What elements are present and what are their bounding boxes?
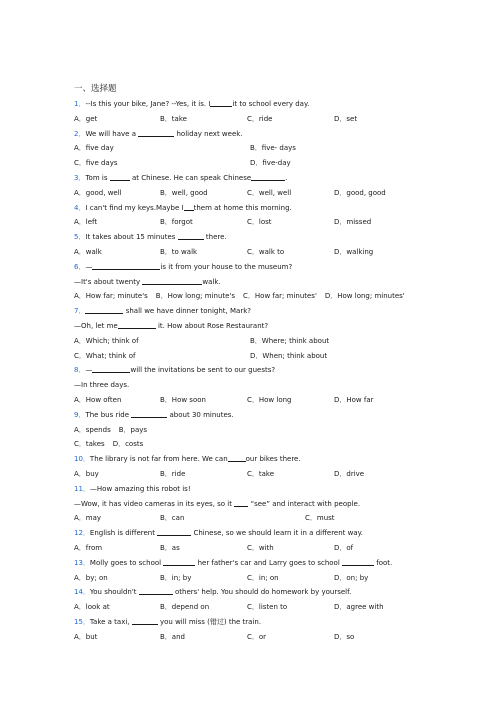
option-c[interactable]: C．walk to bbox=[247, 247, 285, 256]
question-text: . bbox=[285, 173, 288, 182]
question-5 bbox=[74, 230, 434, 245]
option-b[interactable]: B．in; by bbox=[160, 573, 192, 582]
question-text: walk. bbox=[202, 277, 221, 286]
option-a[interactable]: A．but bbox=[74, 632, 98, 641]
options-row bbox=[74, 467, 434, 482]
option-b[interactable]: B．to walk bbox=[160, 247, 198, 256]
question-text: shall we have dinner tonight, Mark? bbox=[125, 307, 251, 316]
options-row bbox=[74, 215, 434, 230]
question-number: 2． bbox=[74, 129, 86, 138]
question-text: others' help. You should do homework by yourself. bbox=[174, 588, 352, 597]
question-number: 15． bbox=[74, 617, 90, 626]
option-d[interactable]: D．walking bbox=[334, 247, 374, 256]
answer-blank bbox=[138, 128, 174, 137]
question-6 bbox=[74, 260, 434, 275]
option-c[interactable]: C．in; on bbox=[247, 573, 279, 582]
option-d[interactable]: D．so bbox=[334, 632, 355, 641]
question-number: 12． bbox=[74, 529, 90, 538]
option-d[interactable]: D．When; think about bbox=[250, 351, 328, 360]
options-row bbox=[74, 437, 434, 452]
question-text: you will miss (错过) the train. bbox=[160, 617, 262, 626]
option-a[interactable]: A．spends bbox=[74, 425, 111, 434]
options-row bbox=[74, 349, 434, 364]
question-text: her father's car and Larry goes to school bbox=[197, 558, 340, 567]
option-c[interactable]: C．How far; minutes' bbox=[243, 292, 317, 301]
question-3 bbox=[74, 171, 434, 186]
option-a[interactable]: A．Which; think of bbox=[74, 336, 139, 345]
option-c[interactable]: C．take bbox=[247, 469, 275, 478]
option-b[interactable]: B．five- days bbox=[250, 144, 296, 153]
question-7-answer-line bbox=[74, 319, 434, 334]
question-10 bbox=[74, 452, 434, 467]
answer-blank bbox=[184, 202, 194, 211]
option-b[interactable]: B．pays bbox=[118, 425, 148, 434]
question-text: You shouldn't bbox=[89, 588, 137, 597]
options-row bbox=[74, 289, 434, 304]
question-11 bbox=[74, 482, 434, 497]
options-row bbox=[74, 141, 434, 156]
question-text: Take a taxi, bbox=[89, 617, 130, 626]
options-row bbox=[74, 571, 434, 586]
option-a[interactable]: A．from bbox=[74, 543, 103, 552]
question-6-answer-line bbox=[74, 275, 434, 290]
options-row bbox=[74, 393, 434, 408]
question-text: “see” and interact with people. bbox=[250, 499, 361, 508]
question-text: —Oh, let me bbox=[74, 321, 118, 330]
question-number: 1． bbox=[74, 100, 86, 108]
option-d[interactable]: D．on; by bbox=[334, 573, 369, 582]
option-b[interactable]: B．How soon bbox=[160, 395, 206, 404]
question-number: 11． bbox=[74, 484, 90, 493]
option-d[interactable]: D．five-day bbox=[250, 159, 291, 168]
option-b[interactable]: B．well, good bbox=[160, 188, 208, 197]
options-row bbox=[74, 541, 434, 556]
option-b[interactable]: B．ride bbox=[160, 469, 186, 478]
answer-blank bbox=[132, 616, 158, 625]
option-a[interactable]: A．five day bbox=[74, 144, 114, 153]
option-c[interactable]: C．lost bbox=[247, 218, 272, 227]
option-a[interactable]: A．look at bbox=[74, 603, 110, 612]
option-b[interactable]: B．and bbox=[160, 632, 185, 641]
option-a[interactable]: A．get bbox=[74, 114, 98, 123]
option-d[interactable]: D．good, good bbox=[334, 188, 386, 197]
question-number: 5． bbox=[74, 233, 86, 242]
question-number: 6． bbox=[74, 262, 86, 271]
answer-blank bbox=[92, 364, 130, 373]
option-b[interactable]: B．depend on bbox=[160, 603, 210, 612]
question-8-answer-line bbox=[74, 378, 434, 393]
options-row bbox=[74, 156, 434, 171]
option-d[interactable]: D．set bbox=[334, 114, 358, 123]
question-text: — bbox=[85, 366, 93, 375]
option-b[interactable]: B．Where; think about bbox=[250, 336, 330, 345]
options-row bbox=[74, 112, 434, 127]
option-b[interactable]: B．forgot bbox=[160, 218, 193, 227]
question-text: It takes about 15 minutes bbox=[85, 233, 176, 242]
option-c[interactable]: C．takes bbox=[74, 440, 105, 449]
question-number: 8． bbox=[74, 366, 86, 375]
option-d[interactable]: D．How long; minutes' bbox=[324, 292, 405, 301]
question-8 bbox=[74, 363, 434, 378]
option-a[interactable]: A．by; on bbox=[74, 573, 108, 582]
options-row bbox=[74, 334, 434, 349]
option-d[interactable]: D．of bbox=[334, 543, 354, 552]
question-text: —How amazing this robot is! bbox=[89, 484, 191, 493]
question-text: them at home this morning. bbox=[193, 203, 292, 212]
question-text: Molly goes to school bbox=[89, 558, 162, 567]
answer-blank bbox=[118, 320, 156, 329]
question-number: 14． bbox=[74, 588, 90, 597]
question-1 bbox=[74, 97, 434, 112]
question-7 bbox=[74, 304, 434, 319]
question-text: --Is this your bike, Jane? --Yes, it is. I bbox=[85, 100, 211, 108]
question-number: 4． bbox=[74, 203, 86, 212]
option-b[interactable]: B．How long; minute's bbox=[155, 292, 236, 301]
option-a[interactable]: A．may bbox=[74, 514, 102, 523]
option-c[interactable]: C．ride bbox=[247, 114, 273, 123]
question-text: English is different bbox=[89, 529, 155, 538]
question-text: The bus ride bbox=[85, 410, 130, 419]
options-row bbox=[74, 511, 434, 526]
question-text: will the invitations be sent to our guests? bbox=[130, 366, 276, 375]
answer-blank bbox=[92, 261, 160, 270]
answer-blank bbox=[142, 276, 202, 285]
answer-blank bbox=[342, 557, 374, 566]
answer-blank bbox=[110, 172, 130, 181]
option-a[interactable]: A．How often bbox=[74, 395, 122, 404]
answer-blank bbox=[85, 305, 123, 314]
answer-blank bbox=[228, 453, 246, 462]
question-text: The library is not far from here. We can bbox=[89, 455, 228, 464]
options-row bbox=[74, 186, 434, 201]
question-number: 7． bbox=[74, 307, 86, 316]
question-4 bbox=[74, 201, 434, 216]
question-number: 9． bbox=[74, 410, 86, 419]
option-c[interactable]: C．or bbox=[247, 632, 267, 641]
option-d[interactable]: D．costs bbox=[112, 440, 144, 449]
question-15 bbox=[74, 615, 434, 630]
question-text: foot. bbox=[376, 558, 393, 567]
option-b[interactable]: B．as bbox=[160, 543, 180, 552]
option-d[interactable]: D．How far bbox=[334, 395, 374, 404]
option-c[interactable]: C．How long bbox=[247, 395, 292, 404]
question-text: our bikes there. bbox=[245, 455, 301, 464]
options-row bbox=[74, 630, 434, 645]
option-a[interactable]: A．How far; minute's bbox=[74, 292, 148, 301]
question-12 bbox=[74, 526, 434, 541]
question-text: it. How about Rose Restaurant? bbox=[157, 321, 269, 330]
options-row bbox=[74, 423, 434, 438]
question-text: —Wow, it has video cameras in its eyes, so it bbox=[74, 499, 232, 508]
answer-blank bbox=[139, 586, 173, 595]
question-text: Tom is bbox=[85, 173, 108, 182]
question-text: — bbox=[85, 262, 93, 271]
answer-blank bbox=[131, 409, 167, 418]
question-text: about 30 minutes. bbox=[169, 410, 234, 419]
option-a[interactable]: A．left bbox=[74, 218, 98, 227]
answer-blank bbox=[251, 172, 288, 182]
question-9 bbox=[74, 408, 434, 423]
answer-blank bbox=[210, 98, 232, 107]
question-number: 3． bbox=[74, 173, 86, 182]
question-text: Chinese, so we should learn it in a different way. bbox=[193, 529, 364, 538]
answer-blank bbox=[163, 557, 195, 566]
question-sheet bbox=[74, 83, 434, 644]
options-row bbox=[74, 600, 434, 615]
option-b[interactable]: B．can bbox=[160, 514, 185, 523]
question-2 bbox=[74, 127, 434, 142]
options-row bbox=[74, 245, 434, 260]
option-a[interactable]: A．good, well bbox=[74, 188, 122, 197]
option-c[interactable]: C．must bbox=[305, 514, 335, 523]
option-d[interactable]: D．agree with bbox=[334, 603, 384, 612]
option-d[interactable]: D．missed bbox=[334, 218, 372, 227]
section-title: 一、选择题 bbox=[74, 84, 117, 94]
question-text: holiday next week. bbox=[176, 129, 243, 138]
option-c[interactable]: C．with bbox=[247, 543, 274, 552]
question-13 bbox=[74, 556, 434, 571]
option-d[interactable]: D．drive bbox=[334, 469, 365, 478]
option-a[interactable]: A．buy bbox=[74, 469, 99, 478]
question-text: at Chinese. He can speak Chinese bbox=[131, 173, 252, 182]
question-text: —It's about twenty bbox=[74, 277, 141, 286]
question-text: —In three days. bbox=[74, 381, 130, 390]
option-c[interactable]: C．well, well bbox=[247, 188, 292, 197]
option-a[interactable]: A．walk bbox=[74, 247, 102, 256]
question-11-answer-line bbox=[74, 497, 434, 512]
question-text: it to school every day. bbox=[232, 100, 310, 108]
question-14 bbox=[74, 585, 434, 600]
question-number: 10． bbox=[74, 455, 90, 464]
question-text: I can't find my keys.Maybe I bbox=[85, 203, 184, 212]
option-b[interactable]: B．take bbox=[160, 114, 187, 123]
answer-blank bbox=[234, 498, 248, 507]
option-c[interactable]: C．listen to bbox=[247, 603, 288, 612]
answer-blank bbox=[178, 231, 204, 240]
answer-blank bbox=[157, 527, 191, 536]
question-text: We will have a bbox=[85, 129, 136, 138]
option-c[interactable]: C．What; think of bbox=[74, 351, 136, 360]
question-text: is it from your house to the museum? bbox=[160, 262, 293, 271]
question-number: 13． bbox=[74, 558, 90, 567]
option-c[interactable]: C．five days bbox=[74, 159, 118, 168]
question-text: there. bbox=[205, 233, 227, 242]
